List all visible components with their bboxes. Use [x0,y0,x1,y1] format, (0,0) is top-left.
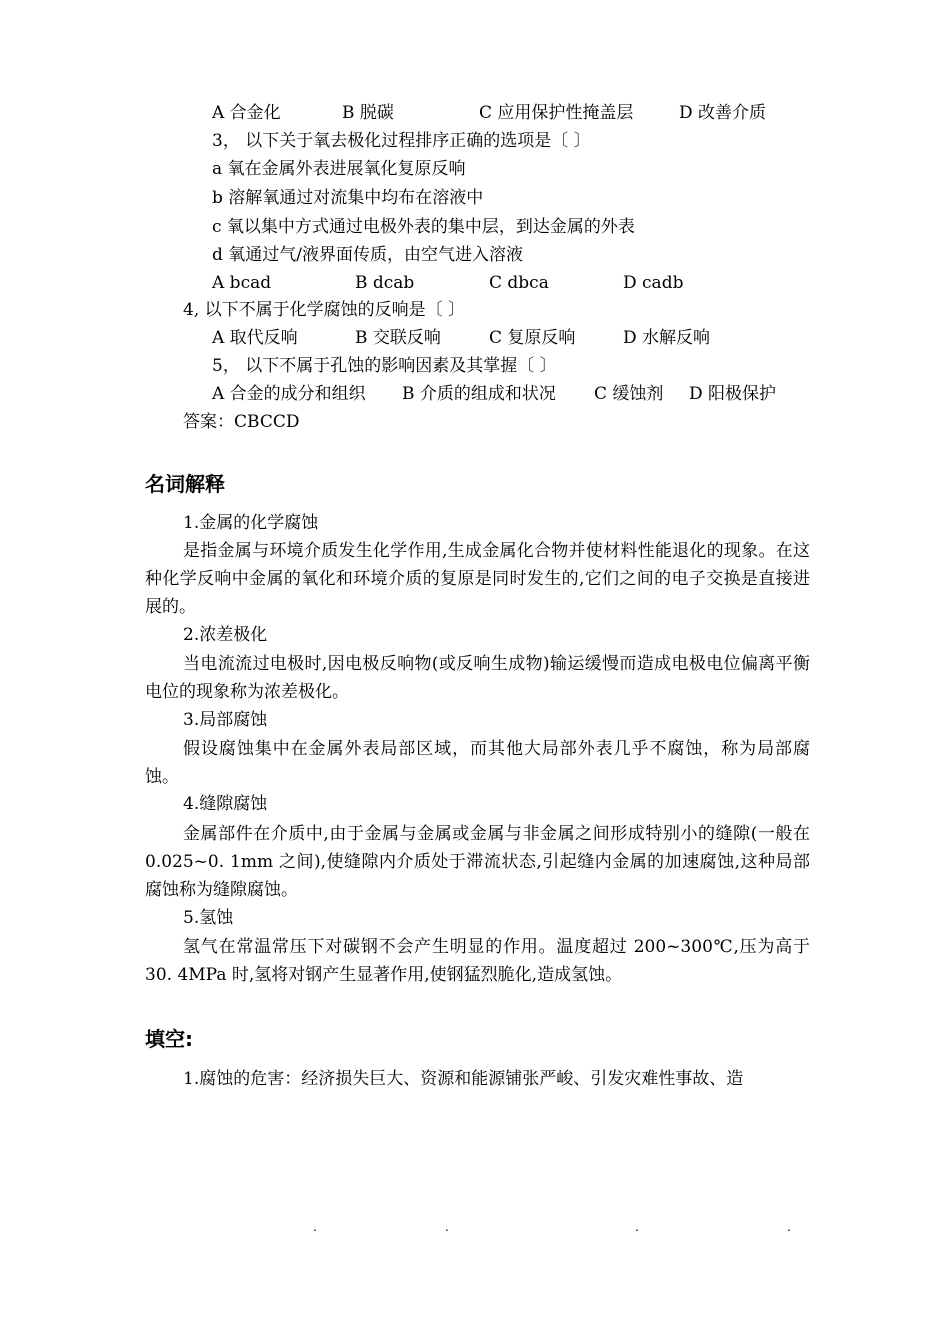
q4-stem: 4, 以下不属于化学腐蚀的反响是〔 〕 [183,300,466,320]
q4-option-c: C 复原反响 [489,328,576,348]
q5-option-b: B 介质的组成和状况 [402,384,556,404]
q3-option-a: A bcad [212,273,272,293]
footer-dot: . [635,1220,639,1234]
definition-text-2: 当电流流过电极时,因电极反响物(或反响生成物)输运缓慢而造成电极电位偏离平衡电位的现象称为浓差极化。 [145,654,810,702]
q2-options [212,102,766,124]
q5-option-d: D 阳极保护 [689,384,777,404]
q4-options [212,327,710,349]
fill-blank-item-1: 1.腐蚀的危害：经济损失巨大、资源和能源铺张严峻、引发灾难性事故、造 [183,1069,744,1089]
q3-stem: 3， 以下关于氧去极化过程排序正确的选项是〔 〕 [212,131,591,151]
definition-text-3: 假设腐蚀集中在金属外表局部区域，而其他大局部外表几乎不腐蚀，称为局部腐蚀。 [145,739,810,787]
q2-option-a: A 合金化 [212,103,281,123]
definition-term-5: 5.氢蚀 [183,908,234,928]
q3-step-d: d 氧通过气/液界面传质，由空气进入溶液 [212,245,524,265]
q4-option-b: B 交联反响 [355,328,441,348]
q5-stem: 5， 以下不属于孔蚀的影响因素及其掌握〔 〕 [212,356,557,376]
q3-option-d: D cadb [623,273,684,293]
q3-step-a: a 氧在金属外表进展氧化复原反响 [212,159,466,179]
q4-option-a: A 取代反响 [212,328,298,348]
definitions-heading: 名词解释 [145,472,225,496]
q2-option-c: C 应用保护性掩盖层 [479,103,634,123]
answer-key: 答案：CBCCD [183,412,300,432]
definition-text-1: 是指金属与环境介质发生化学作用,生成金属化合物并使材料性能退化的现象。在这种化学反响中金属的氧化和环境介质的复原是同时发生的,它们之间的电子交换是直接进展的。 [145,541,810,617]
q5-options [212,383,776,405]
q3-option-b: B dcab [355,273,415,293]
definition-text-4: 金属部件在介质中,由于金属与金属或金属与非金属之间形成特别小的缝隙(一般在 0.025~0. 1mm 之间),使缝隙内介质处于滞流状态,引起缝内金属的加速腐蚀,这种局部腐蚀称为缝隙腐蚀。 [145,824,810,900]
q5-option-a: A 合金的成分和组织 [212,384,366,404]
definition-term-4: 4.缝隙腐蚀 [183,794,268,814]
q4-option-d: D 水解反响 [623,328,711,348]
definition-text-5: 氢气在常温常压下对碳钢不会产生明显的作用。温度超过 200~300℃,压为高于 30. 4MPa 时,氢将对钢产生显著作用,使钢猛烈脆化,造成氢蚀。 [145,937,810,985]
q2-option-b: B 脱碳 [342,103,394,123]
definition-term-2: 2.浓差极化 [183,625,268,645]
footer-dot: . [787,1220,791,1234]
q3-step-b: b 溶解氧通过对流集中均布在溶液中 [212,188,484,208]
footer-dot: . [445,1220,449,1234]
footer-dot: . [313,1220,317,1234]
definition-term-3: 3.局部腐蚀 [183,710,268,730]
q2-option-d: D 改善介质 [679,103,767,123]
fill-blank-heading: 填空: [145,1027,193,1051]
definition-term-1: 1.金属的化学腐蚀 [183,513,319,533]
q5-option-c: C 缓蚀剂 [594,384,664,404]
q3-step-c: c 氧以集中方式通过电极外表的集中层，到达金属的外表 [212,217,635,237]
q3-option-c: C dbca [489,273,549,293]
q3-options [212,272,683,294]
